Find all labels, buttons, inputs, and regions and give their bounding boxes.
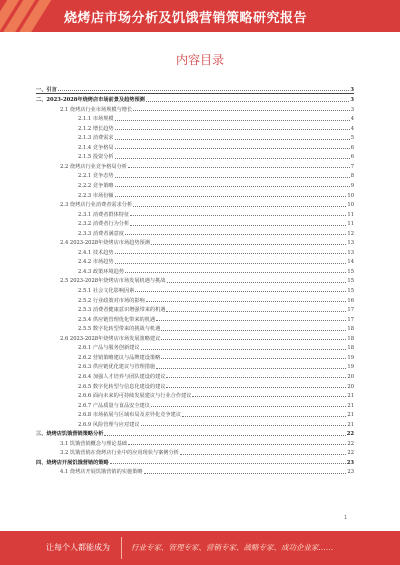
toc-entry-label: 2.1.1 市场规模: [78, 116, 114, 123]
toc-leader-dots: [115, 186, 350, 187]
toc-leader-dots: [161, 330, 346, 331]
toc-entry[interactable]: [36, 466, 354, 476]
toc-entry[interactable]: [36, 361, 354, 371]
toc-leader-dots: [115, 129, 350, 130]
toc-leader-dots: [151, 406, 346, 407]
toc-entry-label: 2.3 烧烤店行业消费者需求分析: [60, 202, 133, 209]
toc-entry-label: 2.4 2023-2028年烧烤店市场趋势预测: [60, 240, 150, 247]
toc-entry-page: 22: [346, 431, 354, 438]
toc-entry[interactable]: [36, 103, 354, 113]
toc-entry-page: 19: [347, 354, 354, 361]
toc-entry-label: 3.1 饥饿营销概念与理论基础: [60, 440, 127, 447]
footer-banner: [0, 531, 400, 565]
toc-entry-page: 8: [350, 173, 354, 180]
toc-entry-label: 2.6.9 风险管理与应对建议: [78, 421, 140, 428]
toc-leader-dots: [146, 301, 347, 302]
toc-leader-dots: [161, 339, 346, 340]
toc-entry-page: 21: [347, 412, 354, 419]
toc-entry[interactable]: [36, 218, 354, 228]
toc-entry-label: 2.5.2 行业政策对市场的影响: [78, 297, 145, 304]
toc-entry[interactable]: [36, 323, 354, 333]
toc-entry-label: 2.4.2 市场趋势: [78, 259, 114, 266]
toc-entry[interactable]: [36, 141, 354, 151]
toc-leader-dots: [141, 425, 347, 426]
toc-entry-label: 2.6.5 数字化转型与信息化建设的建议: [78, 383, 166, 390]
toc-entry[interactable]: [36, 342, 354, 352]
toc-leader-dots: [141, 349, 347, 350]
header-banner: [0, 0, 400, 32]
toc-entry-label: 2.6 2023-2028年烧烤店市场发展策略建议: [60, 335, 161, 342]
toc-entry-page: 11: [347, 211, 354, 218]
toc-entry-label: 4.1 烧烤店开展饥饿营销的实施策略: [60, 469, 143, 476]
toc-entry-label: 一、引言: [36, 86, 57, 93]
toc-entry-label: 2.3.1 消费者群体特征: [78, 211, 130, 218]
toc-leader-dots: [115, 177, 350, 178]
toc-entry-label: 2.5 2023-2028年烧烤店市场发展机遇与挑战: [60, 278, 166, 285]
toc-entry[interactable]: [36, 284, 354, 294]
toc-entry[interactable]: [36, 390, 354, 400]
toc-entry-label: 2.3.2 消费者行为分析: [78, 221, 130, 228]
toc-entry[interactable]: [36, 160, 354, 170]
table-of-contents: [36, 84, 354, 475]
toc-leader-dots: [146, 101, 350, 102]
toc-entry[interactable]: [36, 179, 354, 189]
footer-slogan: 让每个人都能成为: [46, 543, 110, 552]
page-number: 1: [344, 515, 348, 521]
toc-entry-page: 3: [350, 106, 354, 113]
toc-entry[interactable]: [36, 351, 354, 361]
toc-entry[interactable]: [36, 332, 354, 342]
toc-entry-page: 15: [347, 288, 354, 295]
toc-entry-page: 15: [347, 268, 354, 275]
footer-divider: [121, 537, 122, 559]
document-title: 烧烤店市场分析及饥饿营销策略研究报告: [64, 11, 308, 26]
toc-entry[interactable]: [36, 370, 354, 380]
toc-entry-page: 15: [347, 278, 354, 285]
toc-entry-page: 3: [350, 97, 354, 104]
toc-entry-label: 2.3.3 消费者满意度: [78, 230, 124, 237]
toc-entry-label: 2.1.3 消费需求: [78, 135, 114, 142]
toc-leader-dots: [115, 263, 347, 264]
toc-heading: 内容目录: [175, 53, 224, 67]
toc-leader-dots: [115, 120, 350, 121]
toc-leader-dots: [161, 358, 346, 359]
toc-entry-page: 18: [347, 326, 354, 333]
toc-leader-dots: [180, 454, 347, 455]
toc-leader-dots: [151, 244, 346, 245]
toc-entry-page: 13: [347, 249, 354, 256]
toc-entry-label: 2.6.8 市场拓展与区域布局及差异化竞争建议: [78, 412, 182, 419]
toc-leader-dots: [115, 148, 350, 149]
toc-entry[interactable]: [36, 122, 354, 132]
toc-entry[interactable]: [36, 189, 354, 199]
footer-roles: 行业专家、管理专家、营销专家、战略专家、成功企业家……: [131, 543, 334, 552]
toc-leader-dots: [58, 90, 350, 91]
toc-entry-label: 2.6.7 产品质量与食品安全建议: [78, 402, 150, 409]
toc-entry-page: 21: [347, 393, 354, 400]
toc-leader-dots: [167, 282, 347, 283]
toc-entry-label: 3.2 饥饿营销在烧烤店行业中的应用现状与案例分析: [60, 450, 179, 457]
toc-entry[interactable]: [36, 418, 354, 428]
toc-entry-page: 7: [350, 163, 354, 170]
toc-entry-label: 2.5.4 供应链管理优化带来的机遇: [78, 316, 156, 323]
toc-leader-dots: [135, 291, 346, 292]
toc-entry-page: 23: [346, 459, 354, 466]
toc-entry-page: 16: [347, 297, 354, 304]
toc-leader-dots: [128, 444, 346, 445]
toc-entry[interactable]: [36, 380, 354, 390]
toc-entry-page: 18: [347, 345, 354, 352]
toc-entry-page: 21: [347, 421, 354, 428]
toc-entry-page: 13: [347, 240, 354, 247]
toc-entry-page: 20: [347, 373, 354, 380]
toc-entry-page: 11: [347, 221, 354, 228]
toc-leader-dots: [166, 311, 346, 312]
toc-entry[interactable]: [36, 437, 354, 447]
toc-leader-dots: [128, 167, 350, 168]
toc-leader-dots: [133, 110, 350, 111]
toc-entry-page: 10: [347, 202, 354, 209]
toc-leader-dots: [130, 225, 346, 226]
toc-leader-dots: [125, 234, 346, 235]
toc-entry-page: 14: [347, 259, 354, 266]
toc-entry-page: 22: [347, 440, 354, 447]
toc-entry-label: 2.2 烧烤店行业竞争格局分析: [60, 163, 127, 170]
toc-entry-label: 2.6.4 加强人才培养与团队建设的建议: [78, 373, 166, 380]
toc-entry-page: 17: [347, 307, 354, 314]
toc-entry[interactable]: [36, 237, 354, 247]
toc-entry-page: 6: [350, 144, 354, 151]
toc-entry[interactable]: [36, 399, 354, 409]
toc-entry[interactable]: [36, 199, 354, 209]
toc-entry-page: 18: [347, 335, 354, 342]
toc-entry[interactable]: [36, 94, 354, 104]
toc-entry[interactable]: [36, 84, 354, 94]
toc-entry-page: 20: [347, 383, 354, 390]
toc-entry-label: 2.4.1 技术趋势: [78, 249, 114, 256]
toc-leader-dots: [110, 463, 346, 464]
toc-leader-dots: [144, 473, 347, 474]
toc-entry-label: 2.6.6 面向未来的可持续发展建议与行业合作建议: [78, 393, 192, 400]
toc-entry-label: 2.1.5 投资分析: [78, 154, 114, 161]
toc-entry-label: 2.1.2 增长趋势: [78, 125, 114, 132]
toc-leader-dots: [166, 387, 346, 388]
toc-entry-page: 10: [347, 192, 354, 199]
toc-entry-page: 3: [350, 86, 354, 93]
toc-leader-dots: [115, 158, 350, 159]
toc-leader-dots: [115, 196, 347, 197]
toc-leader-dots: [166, 377, 346, 378]
toc-leader-dots: [156, 320, 346, 321]
toc-entry-page: 12: [347, 230, 354, 237]
toc-entry[interactable]: [36, 275, 354, 285]
toc-entry-label: 2.2.2 竞争策略: [78, 183, 114, 190]
toc-leader-dots: [130, 215, 346, 216]
toc-entry-label: 二、2023-2028年烧烤店市场前景及趋势预测: [36, 97, 145, 104]
toc-leader-dots: [115, 253, 347, 254]
toc-entry[interactable]: [36, 208, 354, 218]
toc-entry-page: 4: [350, 125, 354, 132]
toc-entry-label: 2.1 烧烤店行业市场规模与增长: [60, 106, 133, 113]
toc-entry[interactable]: [36, 246, 354, 256]
toc-leader-dots: [115, 139, 350, 140]
toc-entry-page: 4: [350, 116, 354, 123]
toc-entry-page: 22: [347, 450, 354, 457]
toc-entry[interactable]: [36, 227, 354, 237]
toc-entry[interactable]: [36, 304, 354, 314]
toc-entry-label: 2.5.5 数字化转型带来的挑战与机遇: [78, 326, 161, 333]
toc-entry-label: 2.6.2 营销策略建议与品牌建设策略: [78, 354, 161, 361]
toc-entry[interactable]: [36, 113, 354, 123]
toc-entry[interactable]: [36, 409, 354, 419]
toc-entry-label: 2.6.3 供应链优化建议与管理措施: [78, 364, 156, 371]
toc-entry[interactable]: [36, 265, 354, 275]
toc-entry-page: 23: [347, 469, 354, 476]
toc-entry[interactable]: [36, 456, 354, 466]
toc-entry[interactable]: [36, 151, 354, 161]
toc-entry[interactable]: [36, 447, 354, 457]
toc-entry-page: 19: [347, 364, 354, 371]
toc-entry-label: 2.2.1 竞争态势: [78, 173, 114, 180]
toc-entry-page: 21: [347, 402, 354, 409]
toc-entry-page: 5: [350, 135, 354, 142]
toc-entry[interactable]: [36, 428, 354, 438]
toc-entry[interactable]: [36, 170, 354, 180]
toc-leader-dots: [133, 206, 346, 207]
toc-entry-label: 四、烧烤店开展饥饿营销的策略: [36, 459, 109, 466]
toc-entry-label: 三、烧烤店饥饿营销策略分析: [36, 431, 104, 438]
toc-entry[interactable]: [36, 313, 354, 323]
toc-entry-label: 2.4.3 政策环境趋势: [78, 268, 124, 275]
toc-entry[interactable]: [36, 294, 354, 304]
toc-leader-dots: [182, 416, 346, 417]
toc-entry-label: 2.1.4 竞争格局: [78, 144, 114, 151]
toc-leader-dots: [192, 396, 346, 397]
toc-entry-page: 17: [347, 316, 354, 323]
toc-entry-page: 6: [350, 154, 354, 161]
toc-entry-label: 2.5.1 社会文化影响因素: [78, 288, 135, 295]
toc-leader-dots: [156, 368, 346, 369]
toc-entry-page: 9: [350, 183, 354, 190]
toc-leader-dots: [125, 272, 346, 273]
toc-entry-label: 2.5.3 消费者健康意识增强带来的机遇: [78, 307, 166, 314]
toc-entry-label: 2.6.1 产品与服务创新建议: [78, 345, 140, 352]
toc-entry-label: 2.2.3 市场份额: [78, 192, 114, 199]
toc-entry[interactable]: [36, 132, 354, 142]
toc-entry[interactable]: [36, 256, 354, 266]
toc-leader-dots: [104, 435, 345, 436]
